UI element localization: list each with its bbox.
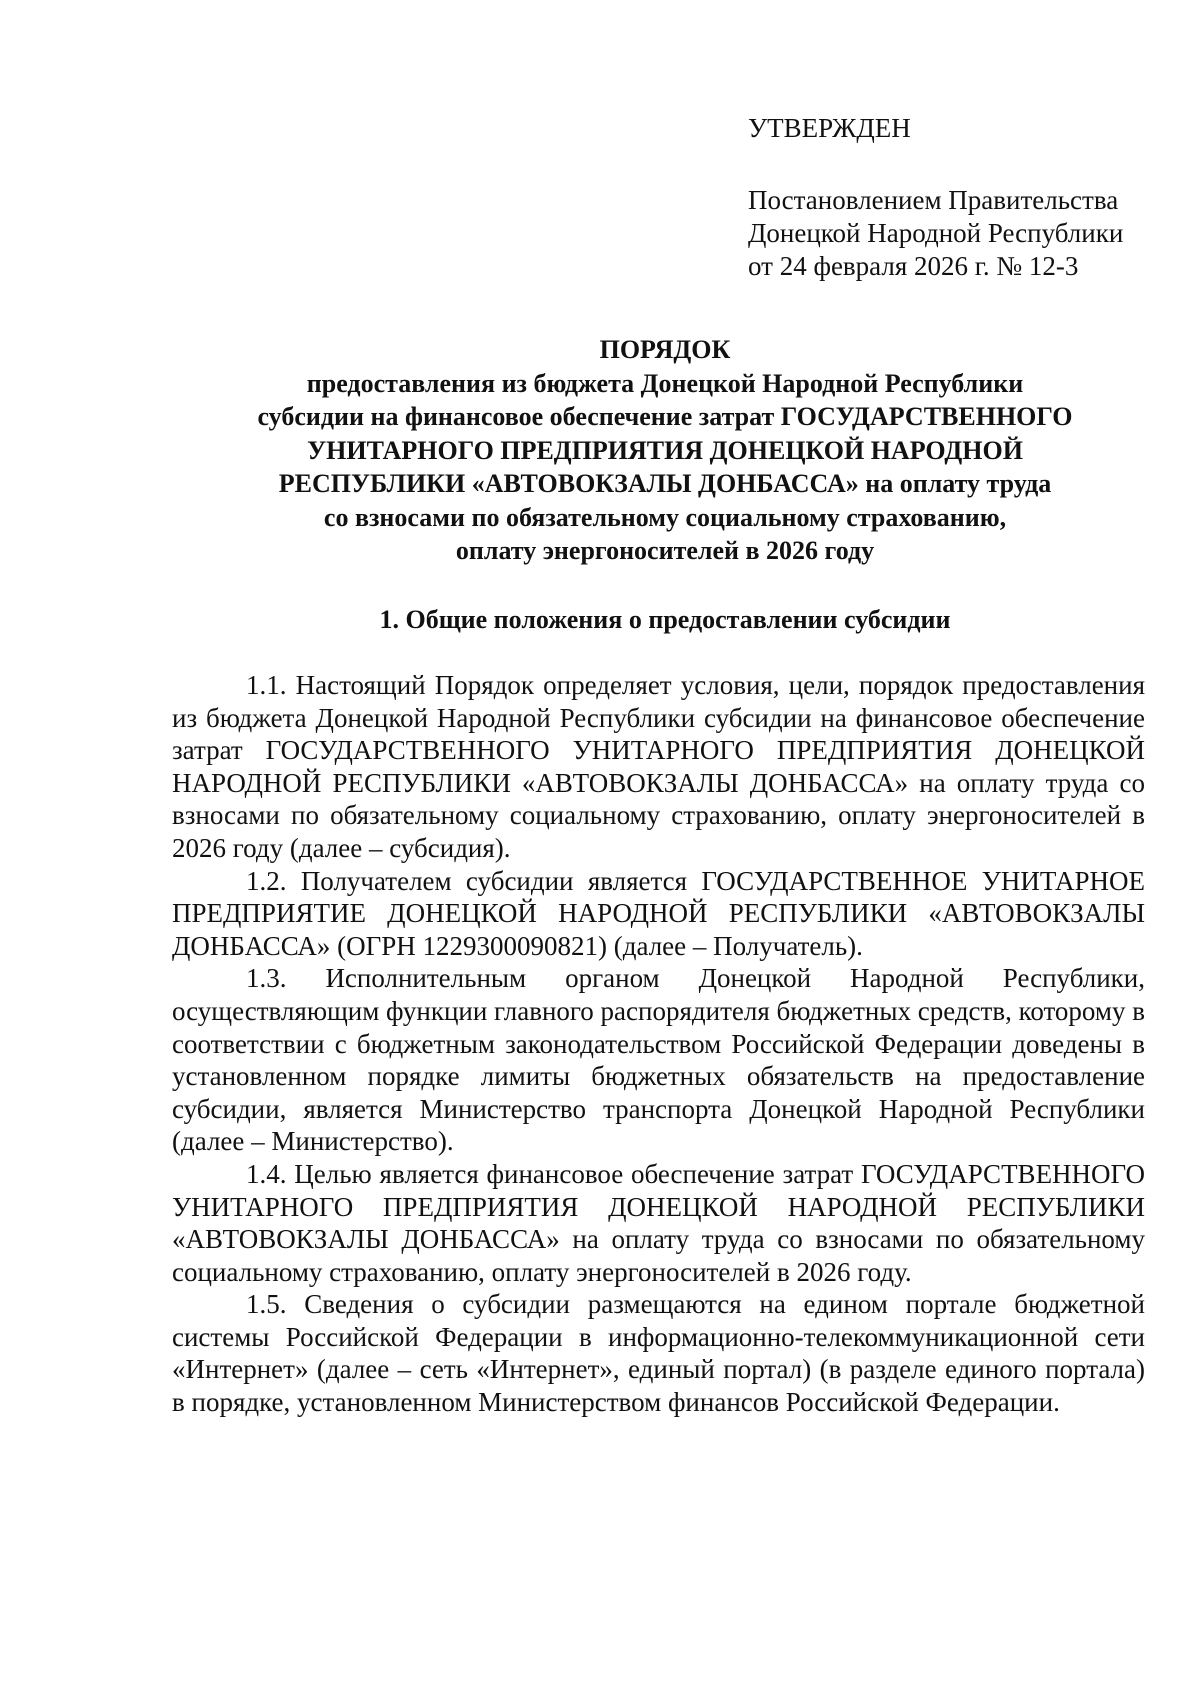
document-title-line: УНИТАРНОГО ПРЕДПРИЯТИЯ ДОНЕЦКОЙ НАРОДНОЙ	[307, 435, 1023, 465]
approval-block	[748, 112, 1123, 283]
paragraph-1-4: 1.4. Целью является финансовое обеспечение затрат ГОСУДАРСТВЕННОГО УНИТАРНОГО ПРЕДПРИЯТИЯ ДОНЕЦКОЙ НАРОДНОЙ РЕСПУБЛИКИ «АВТОВОКЗАЛЫ ДОНБАССА» на оплату труда со взносами по обязательному социальному страхованию, оплату энергоносителей в 2026 году.	[172, 1158, 1145, 1287]
document-title-line: со взносами по обязательному социальному страхованию,	[323, 502, 1007, 532]
document-title-line: оплату энергоносителей в 2026 году	[455, 536, 875, 565]
document-title-line: предоставления из бюджета Донецкой Народной Республики	[306, 368, 1024, 398]
document-title	[190, 333, 1140, 568]
document-title-main: ПОРЯДОК	[599, 335, 731, 364]
approval-line: Донецкой Народной Республики	[748, 218, 1124, 248]
section-heading: 1. Общие положения о предоставлении субсидии	[379, 605, 951, 634]
paragraph-1-3: 1.3. Исполнительным органом Донецкой Народной Республики, осуществляющим функции главного распорядителя бюджетных средств, которому в соответствии с бюджетным законодательством Российской Федерации доведены в установленном порядке лимиты бюджетных обязательств на предоставление субсидии, является Министерство транспорта Донецкой Народной Республики (далее – Министерство).	[172, 963, 1145, 1157]
approval-stamp-title: УТВЕРЖДЕН	[748, 113, 911, 143]
approval-line: Постановлением Правительства	[748, 185, 1119, 215]
approval-line: от 24 февраля 2026 г. № 12-3	[748, 251, 1079, 281]
paragraph-1-5: 1.5. Сведения о субсидии размещаются на едином портале бюджетной системы Российской Федерации в информационно-телекоммуникационной сети «Интернет» (далее – сеть «Интернет», единый портал) (в разделе единого портала) в порядке, установленном Министерством финансов Российской Федерации.	[172, 1289, 1145, 1418]
section-body	[172, 669, 1145, 1419]
document-title-line: субсидии на финансовое обеспечение затрат ГОСУДАРСТВЕННОГО	[257, 402, 1073, 431]
paragraph-1-1: 1.1. Настоящий Порядок определяет условия, цели, порядок предоставления из бюджета Донецкой Народной Республики субсидии на финансовое обеспечение затрат ГОСУДАРСТВЕННОГО УНИТАРНОГО ПРЕДПРИЯТИЯ ДОНЕЦКОЙ НАРОДНОЙ РЕСПУБЛИКИ «АВТОВОКЗАЛЫ ДОНБАССА» на оплату труда со взносами по обязательному социальному страхованию, оплату энергоносителей в 2026 году (далее – субсидия).	[172, 670, 1145, 863]
paragraph-1-2: 1.2. Получателем субсидии является ГОСУДАРСТВЕННОЕ УНИТАРНОЕ ПРЕДПРИЯТИЕ ДОНЕЦКОЙ НАРОДНОЙ РЕСПУБЛИКИ «АВТОВОКЗАЛЫ ДОНБАССА» (ОГРН 1229300090821) (далее – Получатель).	[172, 865, 1145, 961]
document-title-line: РЕСПУБЛИКИ «АВТОВОКЗАЛЫ ДОНБАССА» на оплату труда	[278, 469, 1052, 498]
